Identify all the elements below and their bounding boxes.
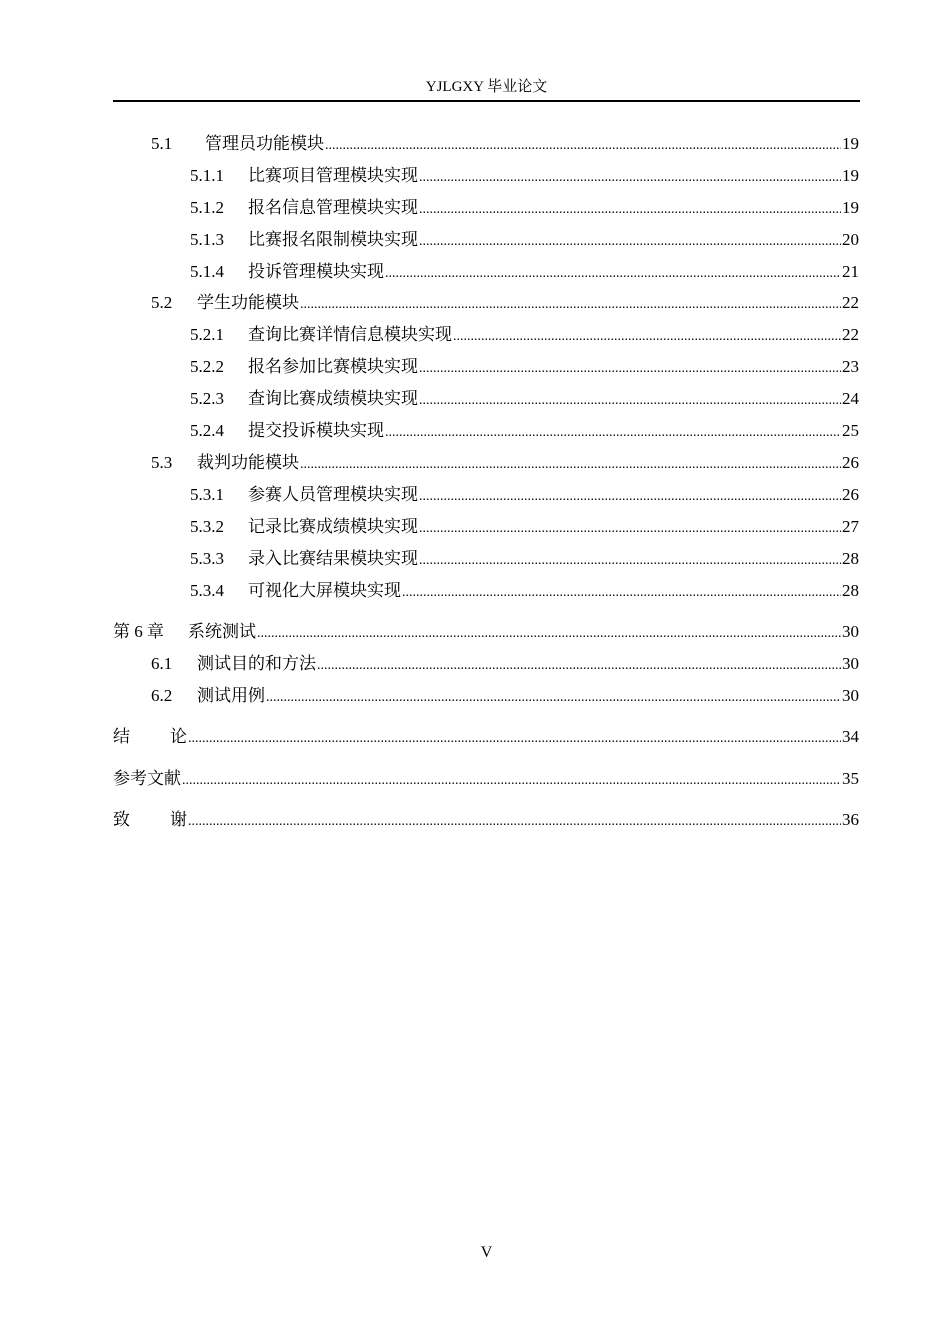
- toc-title-part: 谢: [170, 810, 187, 829]
- toc-number: 5.1.3: [190, 230, 224, 249]
- toc-page: 22: [842, 293, 859, 312]
- toc-title: 投诉管理模块实现: [248, 262, 384, 281]
- dot-leader: [419, 517, 841, 541]
- dot-leader: [266, 686, 841, 710]
- dot-leader: [325, 134, 841, 158]
- toc-number: 5.2.4: [190, 421, 224, 440]
- toc-page: 19: [842, 134, 859, 153]
- toc-number: 5.2.2: [190, 357, 224, 376]
- toc-entry[interactable]: [190, 387, 859, 411]
- toc-title: 报名信息管理模块实现: [248, 198, 418, 217]
- toc-entry-chapter[interactable]: [113, 620, 859, 644]
- toc-entry[interactable]: [190, 483, 859, 507]
- toc-title-part: 结: [113, 727, 130, 746]
- toc-title: 测试目的和方法: [197, 654, 316, 673]
- toc-page: 30: [842, 622, 859, 641]
- toc-entry[interactable]: [151, 132, 859, 156]
- dot-leader: [300, 453, 841, 477]
- toc-page: 28: [842, 549, 859, 568]
- toc-entry[interactable]: [190, 355, 859, 379]
- page-number: V: [480, 1244, 493, 1261]
- toc-number: 5.3: [151, 453, 173, 472]
- toc-title: 系统测试: [188, 622, 256, 641]
- toc-entry[interactable]: [190, 228, 859, 252]
- toc-page: 35: [842, 769, 859, 788]
- toc-page: 20: [842, 230, 859, 249]
- toc-title: 查询比赛详情信息模块实现: [248, 325, 452, 344]
- toc-number: 6.1: [151, 654, 173, 673]
- toc-entry[interactable]: [190, 579, 859, 603]
- dot-leader: [419, 230, 841, 254]
- toc-page: 22: [842, 325, 859, 344]
- toc-number: 5.3.3: [190, 549, 224, 568]
- dot-leader: [385, 421, 841, 445]
- toc-page: 34: [842, 727, 859, 746]
- toc-entry[interactable]: [190, 196, 859, 220]
- toc-number: 5.2.1: [190, 325, 224, 344]
- toc-number: 5.1.1: [190, 166, 224, 185]
- toc-entry[interactable]: [190, 547, 859, 571]
- toc-title: 比赛报名限制模块实现: [248, 230, 418, 249]
- toc-page: 24: [842, 389, 859, 408]
- toc-page: 23: [842, 357, 859, 376]
- toc-title: 裁判功能模块: [197, 453, 299, 472]
- toc-page: 36: [842, 810, 859, 829]
- dot-leader: [419, 357, 841, 381]
- toc-entry[interactable]: [190, 260, 859, 284]
- toc-title: 录入比赛结果模块实现: [248, 549, 418, 568]
- dot-leader: [419, 485, 841, 509]
- dot-leader: [419, 198, 841, 222]
- toc-title: 提交投诉模块实现: [248, 421, 384, 440]
- toc-number: 第 6 章: [113, 622, 164, 641]
- dot-leader: [300, 293, 841, 317]
- dot-leader: [317, 654, 841, 678]
- toc-page: 25: [842, 421, 859, 440]
- toc-title-part: 致: [113, 810, 130, 829]
- toc-entry-references[interactable]: [113, 767, 859, 791]
- toc-page: 21: [842, 262, 859, 281]
- toc-title: 记录比赛成绩模块实现: [248, 517, 418, 536]
- toc-entry[interactable]: [190, 323, 859, 347]
- toc-number: 5.3.4: [190, 581, 224, 600]
- dot-leader: [188, 727, 841, 751]
- toc-entry[interactable]: [151, 652, 859, 676]
- toc-entry[interactable]: [151, 291, 859, 315]
- toc-entry-conclusion[interactable]: [113, 725, 859, 749]
- dot-leader: [453, 325, 841, 349]
- toc-page: 19: [842, 198, 859, 217]
- toc-title: 报名参加比赛模块实现: [248, 357, 418, 376]
- toc-page: 26: [842, 453, 859, 472]
- running-header: YJLGXY 毕业论文: [425, 79, 548, 95]
- dot-leader: [419, 549, 841, 573]
- toc-page: 27: [842, 517, 859, 536]
- toc-title: 测试用例: [197, 686, 265, 705]
- dot-leader: [402, 581, 841, 605]
- toc-page: 19: [842, 166, 859, 185]
- dot-leader: [385, 262, 841, 286]
- toc-title: 学生功能模块: [197, 293, 299, 312]
- toc-number: 5.2: [151, 293, 173, 312]
- dot-leader: [257, 622, 841, 646]
- toc-entry-acknowledgements[interactable]: [113, 808, 859, 832]
- toc-number: 6.2: [151, 686, 173, 705]
- toc-number: 5.2.3: [190, 389, 224, 408]
- toc-title: 查询比赛成绩模块实现: [248, 389, 418, 408]
- toc-number: 5.1: [151, 134, 173, 153]
- dot-leader: [419, 166, 841, 190]
- toc-number: 5.3.2: [190, 517, 224, 536]
- toc-page: 30: [842, 654, 859, 673]
- toc-entry[interactable]: [190, 419, 859, 443]
- toc-title: 比赛项目管理模块实现: [248, 166, 418, 185]
- toc-number: 5.1.2: [190, 198, 224, 217]
- toc-entry[interactable]: [151, 684, 859, 708]
- toc-page: 28: [842, 581, 859, 600]
- toc-title: 参考文献: [113, 769, 181, 788]
- dot-leader: [188, 810, 841, 834]
- toc-page: 26: [842, 485, 859, 504]
- toc-entry[interactable]: [151, 451, 859, 475]
- toc-title: 可视化大屏模块实现: [248, 581, 401, 600]
- toc-page: 30: [842, 686, 859, 705]
- toc-entry[interactable]: [190, 515, 859, 539]
- dot-leader: [419, 389, 841, 413]
- toc-number: 5.3.1: [190, 485, 224, 504]
- toc-entry[interactable]: [190, 164, 859, 188]
- toc-number: 5.1.4: [190, 262, 224, 281]
- toc-title: 管理员功能模块: [205, 134, 324, 153]
- toc-title: 参赛人员管理模块实现: [248, 485, 418, 504]
- dot-leader: [182, 769, 841, 793]
- toc-title-part: 论: [170, 727, 187, 746]
